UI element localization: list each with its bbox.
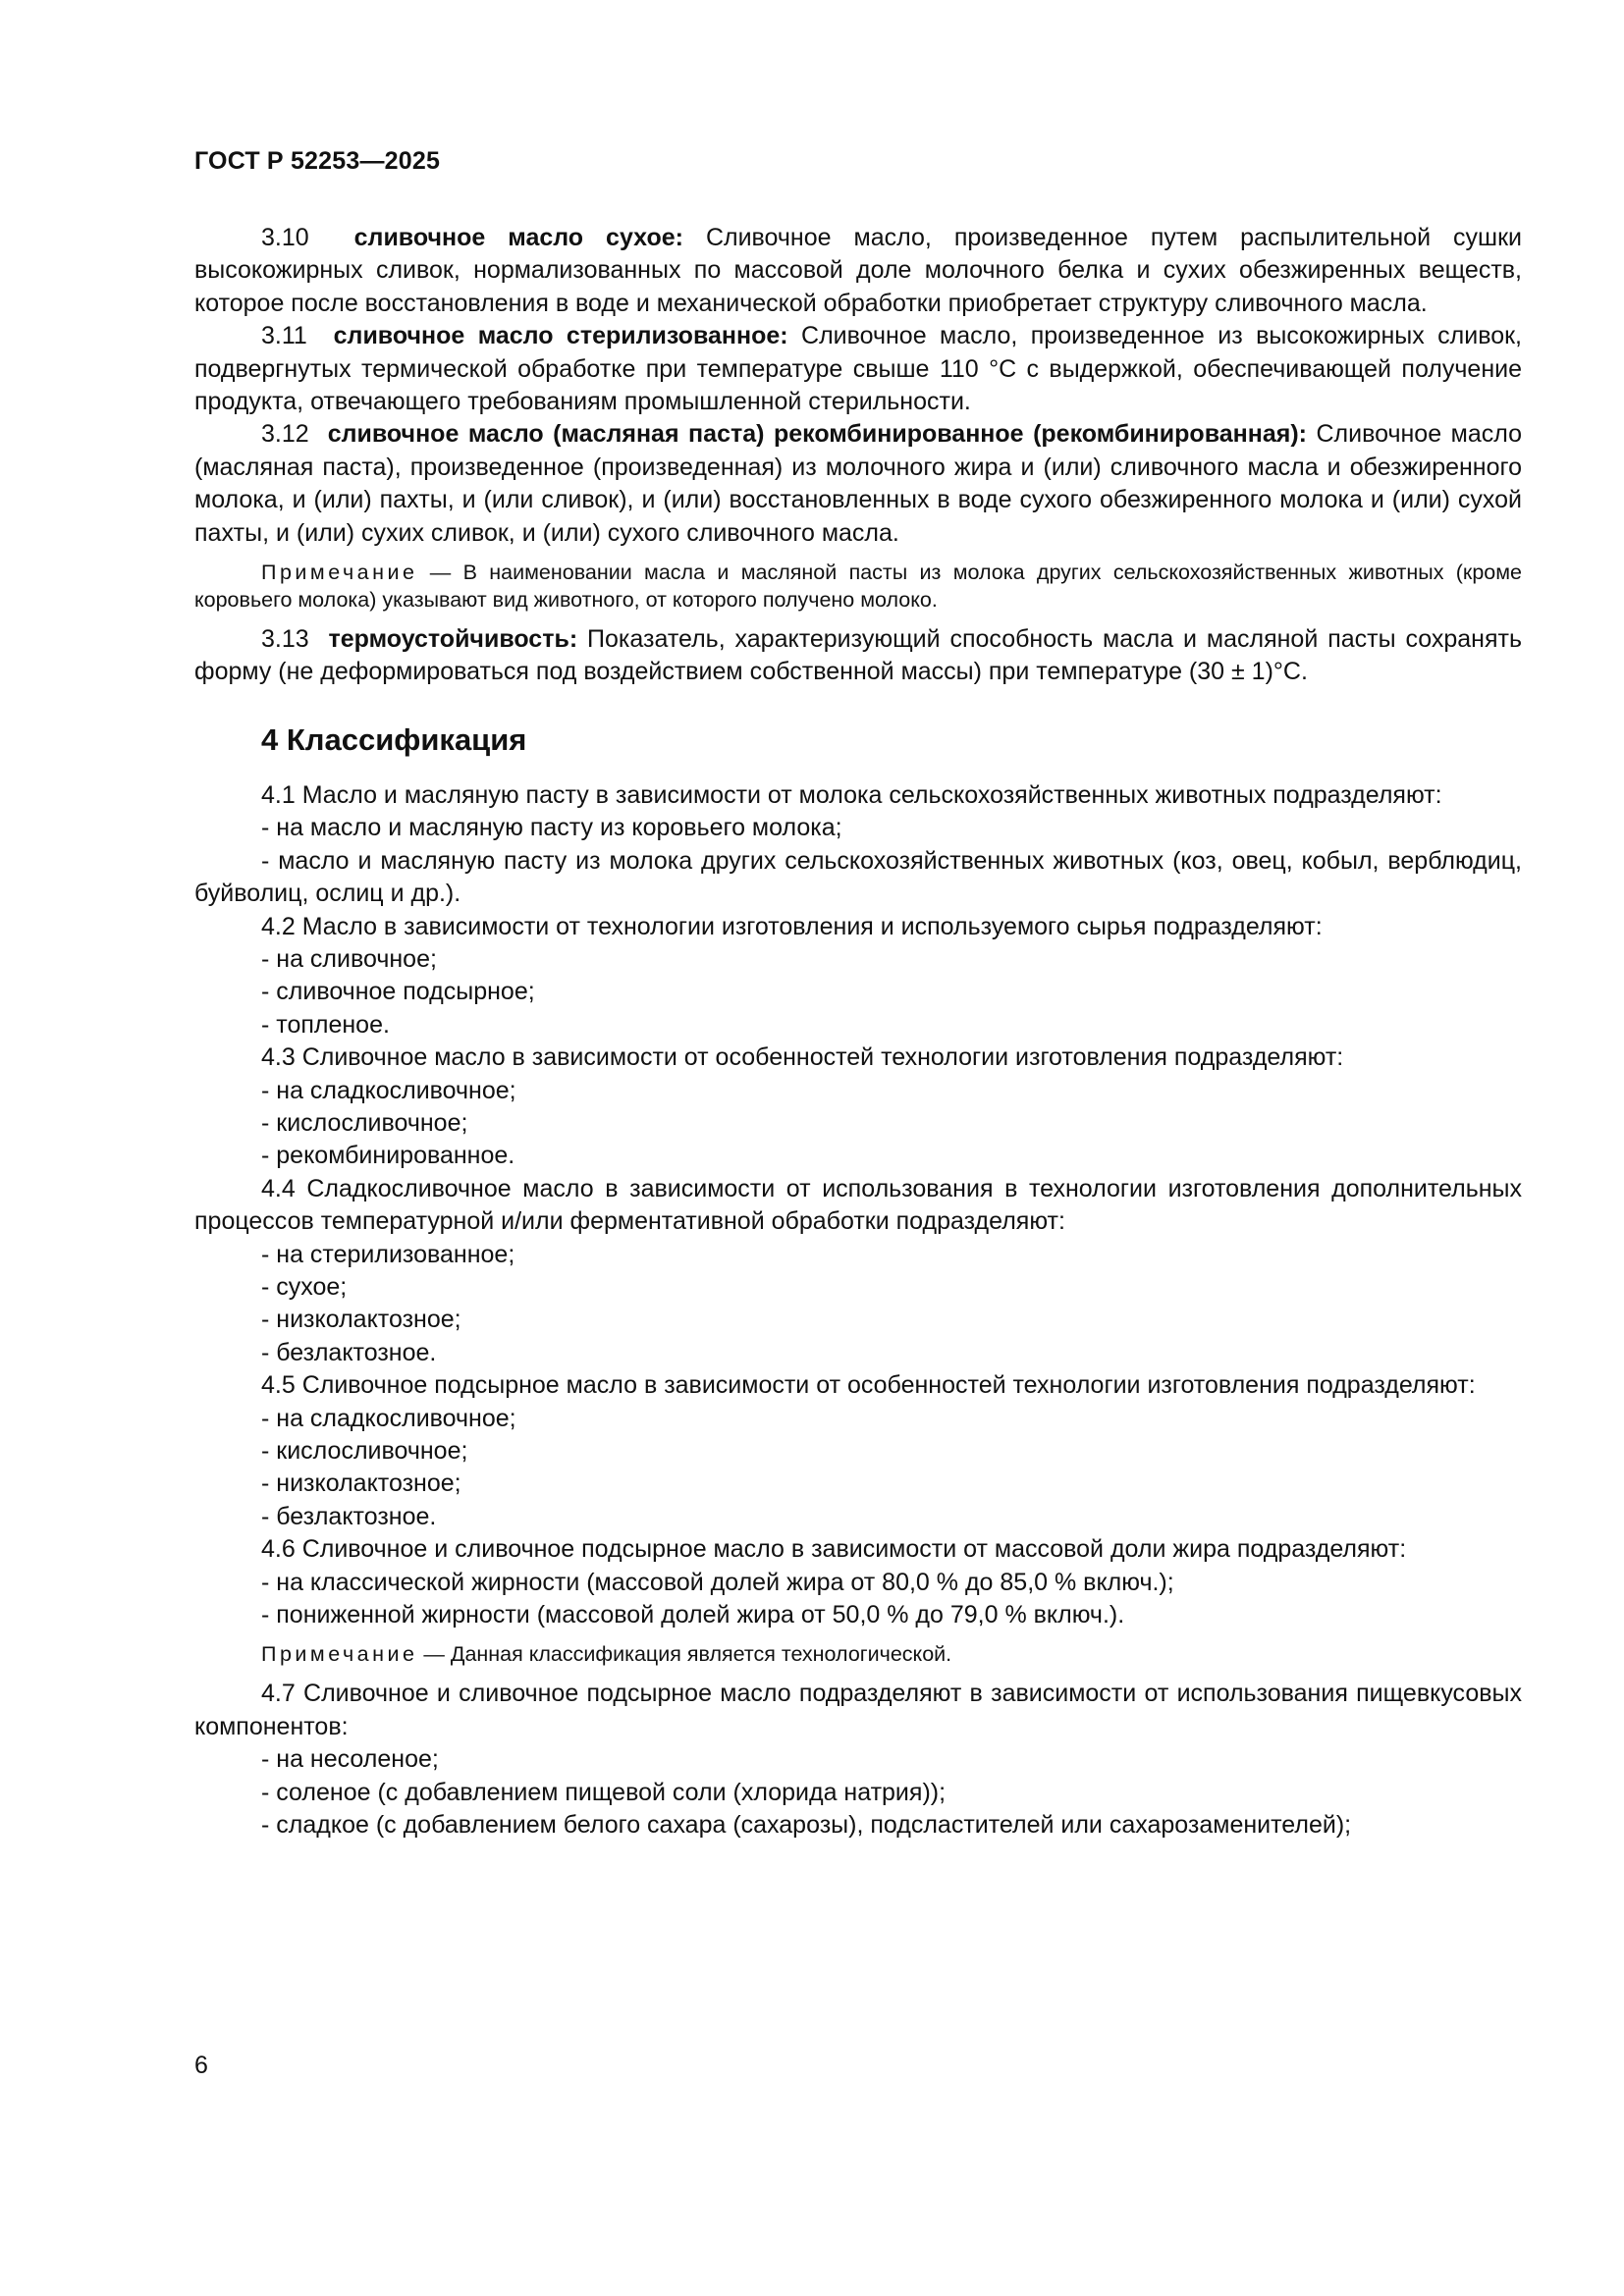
list-item: - сухое;	[261, 1272, 348, 1301]
paragraph-4-6: 4.6 Сливочное и сливочное подсырное масло в зависимости от массовой доли жира подразделяют:	[261, 1535, 1407, 1564]
list-item: - пониженной жирности (массовой долей жира от 50,0 % до 79,0 % включ.).	[261, 1601, 1125, 1629]
note-label: Примечание	[261, 561, 418, 585]
list-item: - безлактозное.	[261, 1338, 437, 1366]
paragraph-4-5: 4.5 Сливочное подсырное масло в зависимости от особенностей технологии изготовления подразделяют:	[261, 1371, 1476, 1400]
paragraph-3-10	[194, 222, 1522, 320]
note-text: — Данная классификация является технологической.	[417, 1642, 952, 1667]
list-item: - на сладкосливочное;	[261, 1404, 516, 1432]
paragraph-3-13	[194, 623, 1522, 689]
paragraph-4-4: 4.4 Сладкосливочное масло в зависимости от использования в технологии изготовления дополнительных процессов температурной и/или ферментативной обработки подразделяют:	[194, 1174, 1522, 1236]
list-item: - рекомбинированное.	[261, 1142, 515, 1170]
doc-header-code: ГОСТ Р 52253—2025	[194, 147, 441, 175]
document-body	[194, 222, 1522, 1842]
list-item: - на масло и масляную пасту из коровьего молока;	[261, 814, 842, 842]
list-item: - на несоленое;	[261, 1745, 439, 1774]
list-item: - соленое (с добавлением пищевой соли (хлорида натрия));	[261, 1778, 947, 1806]
list-item: - кислосливочное;	[261, 1108, 468, 1137]
definition: Сливочное масло, произведенное путем распылительной сушки высокожирных сливок, нормализованных по массовой доле молочного белка и сухих обезжиренных веществ, которое после восстановления в воде и механической обработки приобретает структуру сливочного масла.	[194, 224, 1522, 317]
term: сливочное масло стерилизованное:	[333, 322, 788, 350]
paragraph-4-1: 4.1 Масло и масляную пасту в зависимости от молока сельскохозяйственных животных подразделяют:	[261, 780, 1442, 809]
term: сливочное масло (масляная паста) рекомбинированное (рекомбинированная):	[327, 420, 1307, 449]
term: термоустойчивость:	[328, 625, 578, 654]
list-item: - кислосливочное;	[261, 1437, 468, 1465]
list-item: - сливочное подсырное;	[261, 978, 535, 1006]
clause-number: 3.13	[261, 625, 309, 654]
list-item: - на классической жирности (массовой долей жира от 80,0 % до 85,0 % включ.);	[261, 1568, 1174, 1596]
clause-number: 3.11	[261, 322, 307, 350]
clause-number: 3.10	[261, 224, 309, 251]
clause-number: 3.12	[261, 420, 309, 449]
list-item: - на сладкосливочное;	[261, 1076, 516, 1104]
note-label: Примечание	[261, 1642, 418, 1667]
list-item: - низколактозное;	[261, 1469, 461, 1498]
note-text: — В наименовании масла и масляной пасты из молока других сельскохозяйственных животных (кроме коровьего молока) указывают вид животного, от которого получено молоко.	[194, 561, 1522, 613]
section-heading: 4 Классификация	[261, 721, 527, 757]
definition: Сливочное масло, произведенное из высокожирных сливок, подвергнутых термической обработке при температуре свыше 110 °С с выдержкой, обеспечивающей получение продукта, отвечающего требованиям промышленной стерильности.	[194, 322, 1522, 416]
note-1	[194, 559, 1522, 614]
paragraph-4-3: 4.3 Сливочное масло в зависимости от особенностей технологии изготовления подразделяют:	[261, 1043, 1344, 1072]
paragraph-3-11	[194, 320, 1522, 418]
list-item: - сладкое (с добавлением белого сахара (сахарозы), подсластителей или сахарозаменителей);	[261, 1811, 1352, 1840]
list-item: - низколактозное;	[261, 1306, 461, 1334]
paragraph-4-2: 4.2 Масло в зависимости от технологии изготовления и используемого сырья подразделяют:	[261, 912, 1323, 940]
list-item: - на стерилизованное;	[261, 1240, 515, 1268]
term: сливочное масло сухое:	[353, 224, 683, 251]
paragraph-4-7: 4.7 Сливочное и сливочное подсырное масло подразделяют в зависимости от использования пищевкусовых компонентов:	[194, 1680, 1522, 1740]
page-number: 6	[194, 2052, 208, 2079]
paragraph-3-12	[194, 418, 1522, 550]
note-2	[194, 1640, 1522, 1668]
definition: Сливочное масло (масляная паста), произведенное (произведенная) из молочного жира и (или) сливочного масла и обезжиренного молока, и (или) пахты, и (или сливок), и (или) восстановленных в воде сухого обезжиренного молока и (или) сухой пахты, и (или) сухих сливок, и (или) сухого сливочного масла.	[194, 420, 1522, 547]
definition: Показатель, характеризующий способность масла и масляной пасты сохранять форму (не деформироваться под воздействием собственной массы) при температуре (30 ± 1)°С.	[194, 625, 1522, 686]
list-item: - масло и масляную пасту из молока других сельскохозяйственных животных (коз, овец, кобыл, верблюдиц, буйволиц, ослиц и др.).	[194, 846, 1522, 908]
list-item: - на сливочное;	[261, 944, 437, 973]
list-item: - топленое.	[261, 1010, 390, 1039]
list-item: - безлактозное.	[261, 1502, 437, 1530]
